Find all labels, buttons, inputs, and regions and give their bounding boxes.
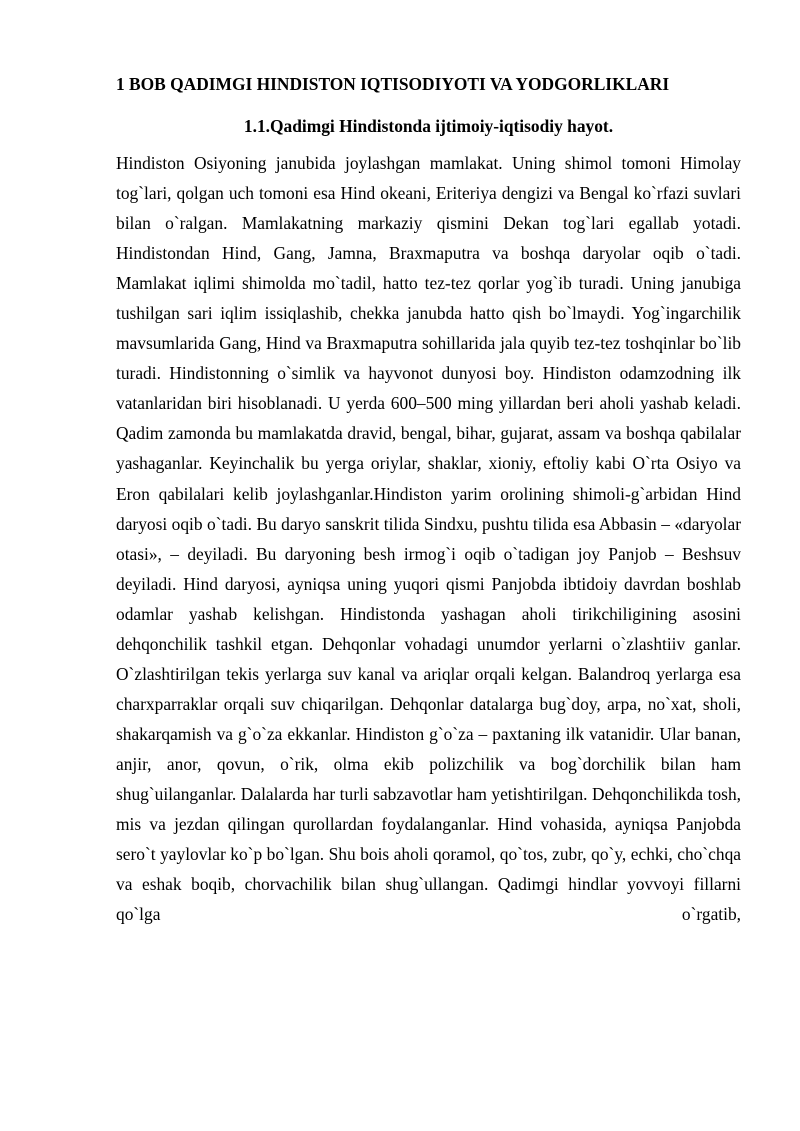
section-title: 1.1.Qadimgi Hindistonda ijtimoiy-iqtisodiy hayot. [243, 116, 614, 136]
body-paragraph: Hindiston Osiyoning janubida joylashgan mamlakat. Uning shimol tomoni Himolay tog`lari, qolgan uch tomoni esa Hind okeani, Eriteriya dengizi va Bengal ko`rfazi suvlari bilan o`ralgan. Mamlakatning markaziy qismini Dekan tog`lari egallab yotadi. Hindistondan Hind, Gang, Jamna, Braxmaputra va boshqa daryolar oqib o`tadi. Mamlakat iqlimi shimolda mo`tadil, hatto tez-tez qorlar yog`ib turadi. Uning janubiga tushilgan sari iqlim issiqlashib, chekka janubda hatto qish bo`lmaydi. Yog`ingarchilik mavsumlarida Gang, Hind va Braxmaputra sohillarida jala quyib tez-tez toshqinlar bo`lib turadi. Hindistonning o`simlik va hayvonot dunyosi boy. Hindiston odamzodning ilk vatanlaridan biri hisoblanadi. U yerda 600–500 ming yillardan beri aholi yashab keladi. Qadim zamonda bu mamlakatda dravid, bengal, bihar, gujarat, assam va boshqa qabilalar yashaganlar. Keyinchalik bu yerga oriylar, shaklar, xioniy, eftoliy kabi O`rta Osiyo va Eron qabilalari kelib joylashganlar.Hindiston yarim orolining shimoli-g`arbidan Hind daryosi oqib o`tadi. Bu daryo sanskrit tilida Sindxu, pushtu tilida esa Abbasin – «daryolar otasi», – deyiladi. Bu daryoning besh irmog`i oqib o`tadigan joy Panjob – Beshsuv deyiladi. Hind daryosi, ayniqsa uning yuqori qismi Panjobda ibtidoiy davrdan boshlab odamlar yashab kelishgan. Hindistonda yashagan aholi tirikchiligining asosini dehqonchilik tashkil etgan. Dehqonlar vohadagi unumdor yerlarni o`zlashtiiv ganlar. O`zlashtirilgan tekis yerlarga suv kanal va ariqlar orqali kelgan. Balandroq yerlarga esa charxparraklar orqali suv chiqarilgan. Dehqonlar datalarga bug`doy, arpa, no`xat, sholi, shakarqamish va g`o`za ekkanlar. Hindiston g`o`za – paxtaning ilk vatanidir. Ular banan, anjir, anor, qovun, o`rik, olma ekib polizchilik va bog`dorchilik bilan ham shug`uilanganlar. Dalalarda har turli sabzavotlar ham yetishtirilgan. Dehqonchilikda tosh, mis va jezdan qilingan qurollardan foydalanganlar. Hind vohasida, ayniqsa Panjobda sero`t yaylovlar ko`p bo`lgan. Shu bois aholi qoramol, qo`tos, zubr, qo`y, echki, cho`chqa va eshak boqib, chorvachilik bilan shug`ullangan. Qadimgi hindlar yovvoyi fillarni qo`lga o`rgatib, [116, 153, 741, 925]
document-page [116, 72, 741, 929]
chapter-title: 1 BOB QADIMGI HINDISTON IQTISODIYOTI VA YODGORLIKLARI [116, 74, 670, 94]
